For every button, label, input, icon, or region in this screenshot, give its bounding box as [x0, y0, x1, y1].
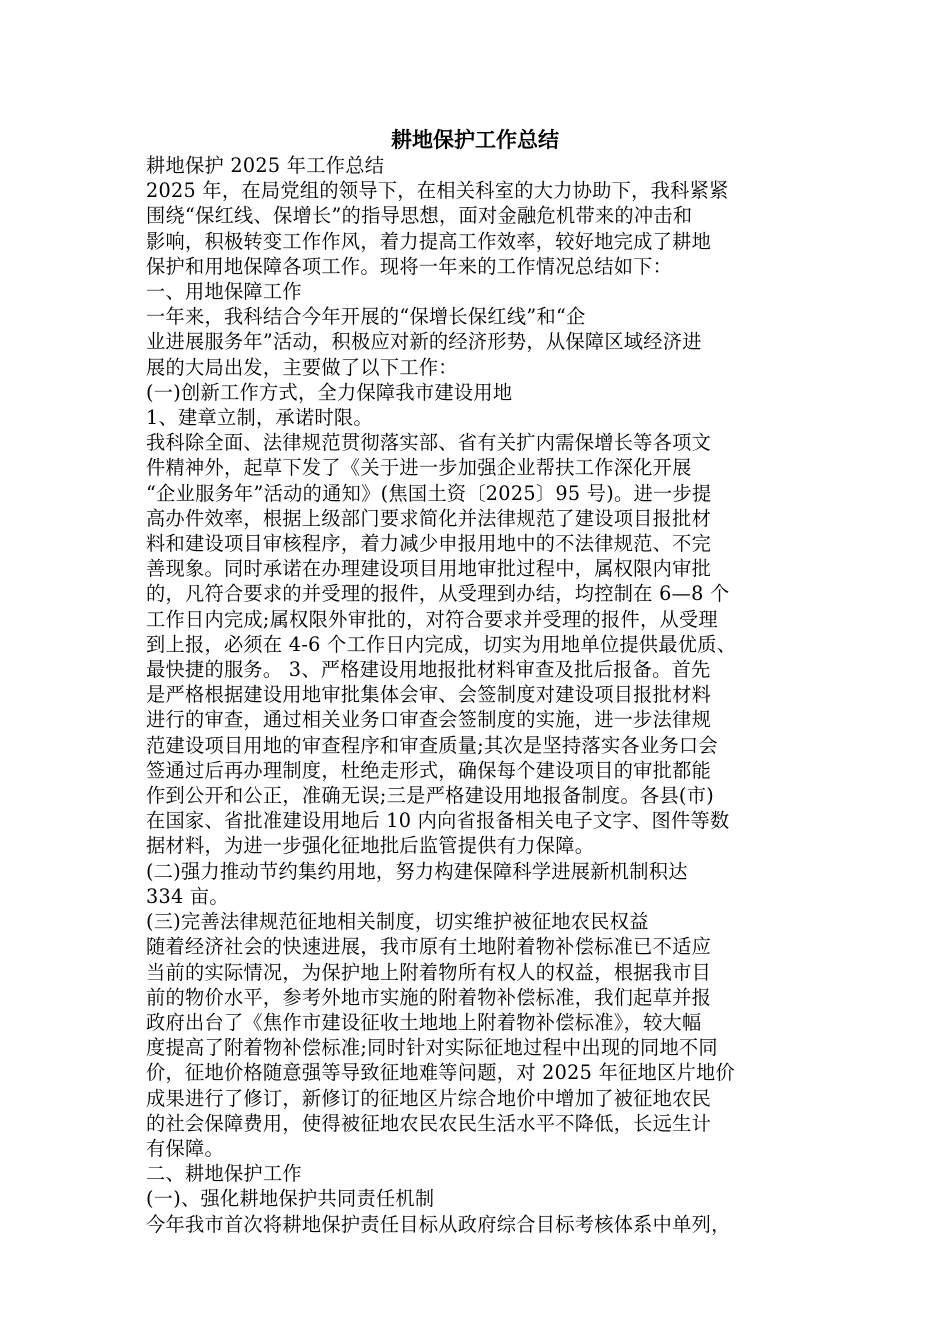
body-line: 善现象。同时承诺在办理建设项目用地审批过程中，属权限内审批 — [146, 557, 712, 581]
body-line: (三)完善法律规范征地相关制度，切实维护被征地农民权益 — [146, 910, 649, 934]
body-line: 最快捷的服务。 3、严格建设用地报批材料审查及批后报备。首先 — [146, 658, 711, 682]
body-line: 高办件效率，根据上级部门要求简化并法律规范了建设项目报批材 — [146, 506, 712, 530]
body-line: 是严格根据建设用地审批集体会审、会签制度对建设项目报批材料 — [146, 683, 712, 707]
body-line: 在国家、省批准建设用地后 10 内向省报备相关电子文字、图件等数 — [146, 809, 730, 833]
body-line: 今年我市首次将耕地保护责任目标从政府综合目标考核体系中单列， — [146, 1212, 731, 1236]
body-line: (二)强力推动节约集约用地，努力构建保障科学进展新机制积达 — [146, 859, 688, 883]
body-line: 一、用地保障工作 — [146, 280, 302, 304]
body-line: 展的大局出发，主要做了以下工作： — [146, 355, 458, 379]
body-line: 当前的实际情况，为保护地上附着物所有权人的权益，根据我市目 — [146, 960, 712, 984]
body-line: 进行的审查，通过相关业务口审查会签制度的实施，进一步法律规 — [146, 708, 712, 732]
body-line: 到上报，必须在 4-6 个工作日内完成，切实为用地单位提供最优质、 — [146, 632, 737, 656]
body-line: 2025 年，在局党组的领导下，在相关科室的大力协助下，我科紧紧 — [146, 179, 729, 203]
body-line: 我科除全面、法律规范贯彻落实部、省有关扩内需保增长等各项文 — [146, 431, 712, 455]
body-line: 的，凡符合要求的并受理的报件，从受理到办结，均控制在 6—8 个 — [146, 582, 730, 606]
body-line: 围绕“保红线、保增长”的指导思想，面对金融危机带来的冲击和 — [146, 204, 693, 228]
body-line: 二、耕地保护工作 — [146, 1162, 302, 1186]
body-line: 据材料，为进一步强化征地批后监管提供有力保障。 — [146, 834, 595, 858]
body-line: 1、建章立制，承诺时限。 — [146, 406, 373, 430]
body-line: 的社会保障费用，使得被征地农民农民生活水平不降低，长远生计 — [146, 1111, 712, 1135]
body-line: 334 亩。 — [146, 884, 229, 908]
body-line: 耕地保护 2025 年工作总结 — [146, 154, 385, 177]
document-title: 耕地保护工作总结 — [391, 128, 559, 152]
body-line: (一)创新工作方式，全力保障我市建设用地 — [146, 380, 513, 404]
body-line: 随着经济社会的快速进展，我市原有土地附着物补偿标准已不适应 — [146, 935, 712, 959]
body-line: 一年来，我科结合今年开展的“保增长保红线”和“企 — [146, 305, 586, 329]
body-line: 保护和用地保障各项工作。现将一年来的工作情况总结如下： — [146, 254, 673, 278]
body-line: 政府出台了《焦作市建设征收土地地上附着物补偿标准》，较大幅 — [146, 1010, 702, 1034]
body-line: 影响，积极转变工作作风，着力提高工作效率，较好地完成了耕地 — [146, 229, 712, 253]
body-line: 范建设项目用地的审查程序和审查质量;其次是坚持落实各业务口会 — [146, 733, 718, 757]
body-line: 工作日内完成;属权限外审批的，对符合要求并受理的报件，从受理 — [146, 607, 718, 631]
body-line: 成果进行了修订，新修订的征地区片综合地价中增加了被征地农民 — [146, 1086, 712, 1110]
body-line: 前的物价水平，参考外地市实施的附着物补偿标准，我们起草并报 — [146, 985, 712, 1009]
body-line: 签通过后再办理制度，杜绝走形式，确保每个建设项目的审批都能 — [146, 758, 712, 782]
body-line: 度提高了附着物补偿标准;同时针对实际征地过程中出现的同地不同 — [146, 1036, 718, 1060]
body-line: 业进展服务年”活动，积极应对新的经济形势，从保障区域经济进 — [146, 330, 702, 354]
body-line: 作到公开和公正，准确无误;三是严格建设用地报备制度。各县(市) — [146, 784, 714, 808]
body-line: 料和建设项目审核程序，着力减少申报用地中的不法律规范、不完 — [146, 532, 712, 556]
body-line: 件精神外，起草下发了《关于进一步加强企业帮扶工作深化开展 — [146, 456, 692, 480]
document-body — [146, 153, 812, 1237]
body-line: 有保障。 — [146, 1136, 224, 1160]
body-line: 价，征地价格随意强等导致征地难等问题，对 2025 年征地区片地价 — [146, 1061, 735, 1085]
body-line: “企业服务年”活动的通知》(焦国土资〔2025〕95 号)。进一步提 — [146, 481, 712, 505]
body-line: (一)、强化耕地保护共同责任机制 — [146, 1187, 435, 1211]
